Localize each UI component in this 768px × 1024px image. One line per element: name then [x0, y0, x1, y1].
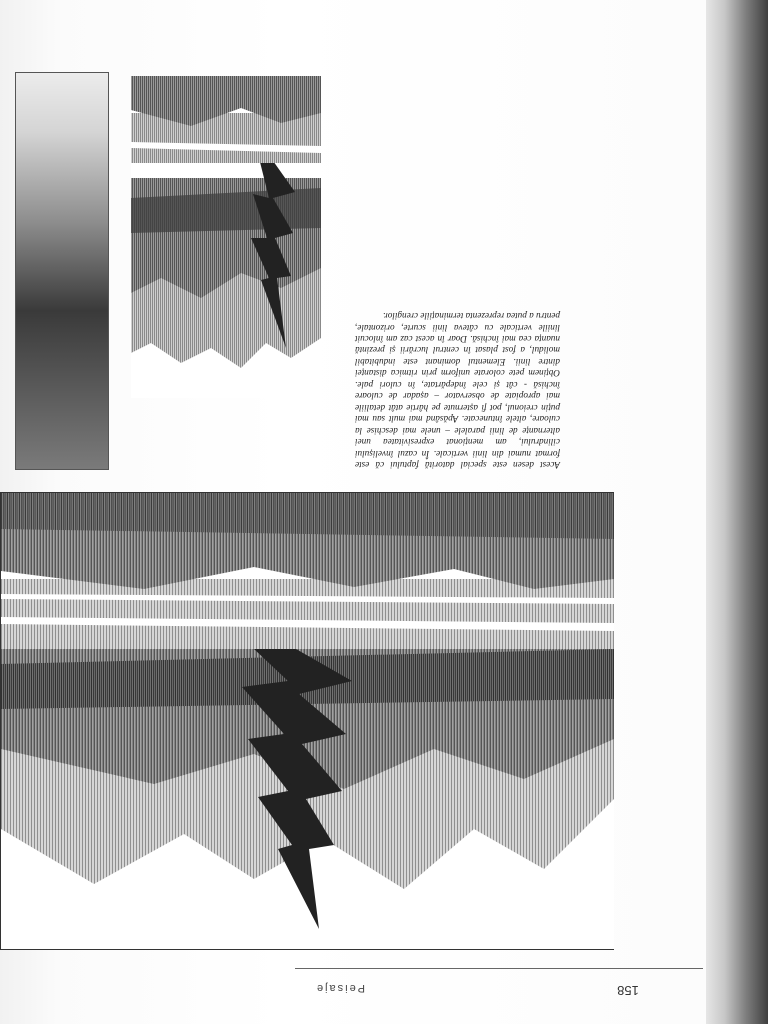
landscape-drawing-icon [131, 76, 321, 398]
body-text [355, 238, 560, 470]
tonal-gradient-strip [15, 72, 109, 470]
page-number: 158 [617, 983, 639, 998]
small-landscape-drawing [131, 76, 321, 398]
body-paragraph: Acest desen este special datorită faptului că este format numai din linii verticale. În cazul învelișului cilindrului, am menționat expresivitatea unei alternanțe de linii paralele – unele mai deschise la culoare, altele întunecate. Apăsând mai mult sau mai puțin creionul, pot fi așternute pe hârtie atât detaliile mai apropiate de observator – așadar de culoare închisă - cât și cele îndepărtate, în culori pale. Obținem pete colorate uniform prin ritmica distanței dintre linii. Elementul dominant este indubitabil molidul, a fost plasat în centrul lucrării și prezintă nuanța cea mai închisă. Doar în acest caz am înlocuit liniile verticale cu câteva linii scurte, orizontale, pentru a putea reprezenta terminațiile crengilor. [355, 311, 560, 470]
landscape-drawing-icon [1, 493, 614, 949]
section-title: Peisaje [314, 982, 366, 994]
large-landscape-drawing [0, 492, 614, 950]
footer-rule [295, 968, 703, 969]
book-gutter-shadow [706, 0, 768, 1024]
